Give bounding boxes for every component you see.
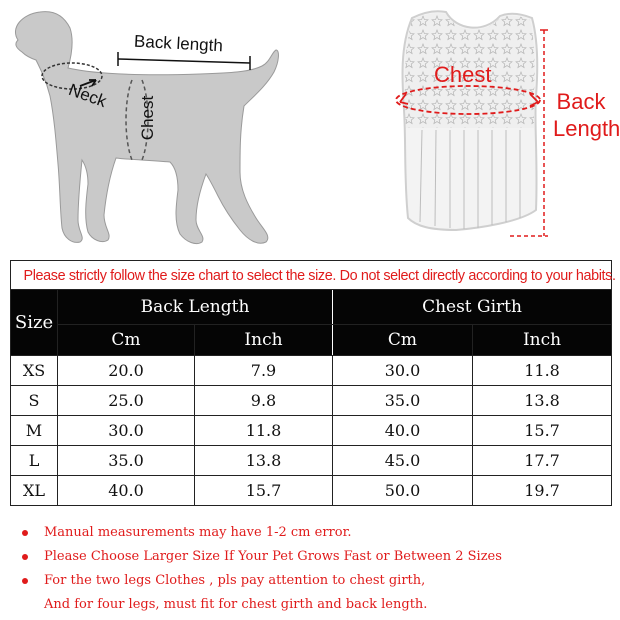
size-cell: XL bbox=[11, 476, 58, 506]
shirt-chest-label: Chest bbox=[434, 62, 492, 87]
back-inch-cell: 11.8 bbox=[195, 416, 333, 446]
back-length-label: Back length bbox=[133, 31, 224, 56]
chest-cm-cell: 35.0 bbox=[333, 386, 473, 416]
chest-cm-cell: 50.0 bbox=[333, 476, 473, 506]
bullet-icon bbox=[22, 578, 28, 584]
neck-label: Neck bbox=[66, 79, 109, 112]
back-length-arrow bbox=[118, 59, 250, 63]
chest-cm-header: Cm bbox=[333, 325, 473, 356]
notes-list bbox=[22, 521, 612, 617]
chest-inch-cell: 11.8 bbox=[473, 356, 612, 386]
size-cell: XS bbox=[11, 356, 58, 386]
back-cm-cell: 20.0 bbox=[58, 356, 195, 386]
back-inch-cell: 13.8 bbox=[195, 446, 333, 476]
back-length-header: Back Length bbox=[58, 290, 333, 325]
size-column-header: Size bbox=[11, 290, 58, 356]
size-cell: S bbox=[11, 386, 58, 416]
note-item bbox=[22, 569, 612, 593]
table-row bbox=[11, 446, 612, 476]
back-inch-cell: 15.7 bbox=[195, 476, 333, 506]
chest-cm-cell: 30.0 bbox=[333, 356, 473, 386]
note-item bbox=[22, 593, 612, 617]
note-text: Manual measurements may have 1-2 cm error. bbox=[44, 525, 352, 540]
chest-inch-cell: 17.7 bbox=[473, 446, 612, 476]
bullet-icon bbox=[22, 554, 28, 560]
note-text: And for four legs, must fit for chest girth and back length. bbox=[44, 597, 428, 612]
size-chart-table bbox=[10, 260, 616, 506]
size-warning: Please strictly follow the size chart to select the size. Do not select directly according to your habits. bbox=[11, 261, 612, 290]
table-row bbox=[11, 416, 612, 446]
back-cm-header: Cm bbox=[58, 325, 195, 356]
chest-inch-header: Inch bbox=[473, 325, 612, 356]
table-row bbox=[11, 476, 612, 506]
table-row bbox=[11, 356, 612, 386]
size-cell: L bbox=[11, 446, 58, 476]
chest-inch-cell: 19.7 bbox=[473, 476, 612, 506]
chest-inch-cell: 15.7 bbox=[473, 416, 612, 446]
shirt-back-label: Back bbox=[556, 89, 606, 114]
chest-cm-cell: 40.0 bbox=[333, 416, 473, 446]
chest-label: Chest bbox=[138, 95, 158, 141]
bullet-icon bbox=[22, 530, 28, 536]
chest-inch-cell: 13.8 bbox=[473, 386, 612, 416]
size-cell: M bbox=[11, 416, 58, 446]
note-item bbox=[22, 545, 612, 569]
back-inch-cell: 7.9 bbox=[195, 356, 333, 386]
back-cm-cell: 25.0 bbox=[58, 386, 195, 416]
shirt-length-label: Length bbox=[553, 116, 620, 141]
back-cm-cell: 30.0 bbox=[58, 416, 195, 446]
back-cm-cell: 40.0 bbox=[58, 476, 195, 506]
chest-cm-cell: 45.0 bbox=[333, 446, 473, 476]
note-item bbox=[22, 521, 612, 545]
back-inch-cell: 9.8 bbox=[195, 386, 333, 416]
table-row bbox=[11, 386, 612, 416]
note-text: For the two legs Clothes , pls pay attention to chest girth, bbox=[44, 573, 426, 588]
back-cm-cell: 35.0 bbox=[58, 446, 195, 476]
back-inch-header: Inch bbox=[195, 325, 333, 356]
chest-girth-header: Chest Girth bbox=[333, 290, 612, 325]
note-text: Please Choose Larger Size If Your Pet Grows Fast or Between 2 Sizes bbox=[44, 549, 502, 564]
